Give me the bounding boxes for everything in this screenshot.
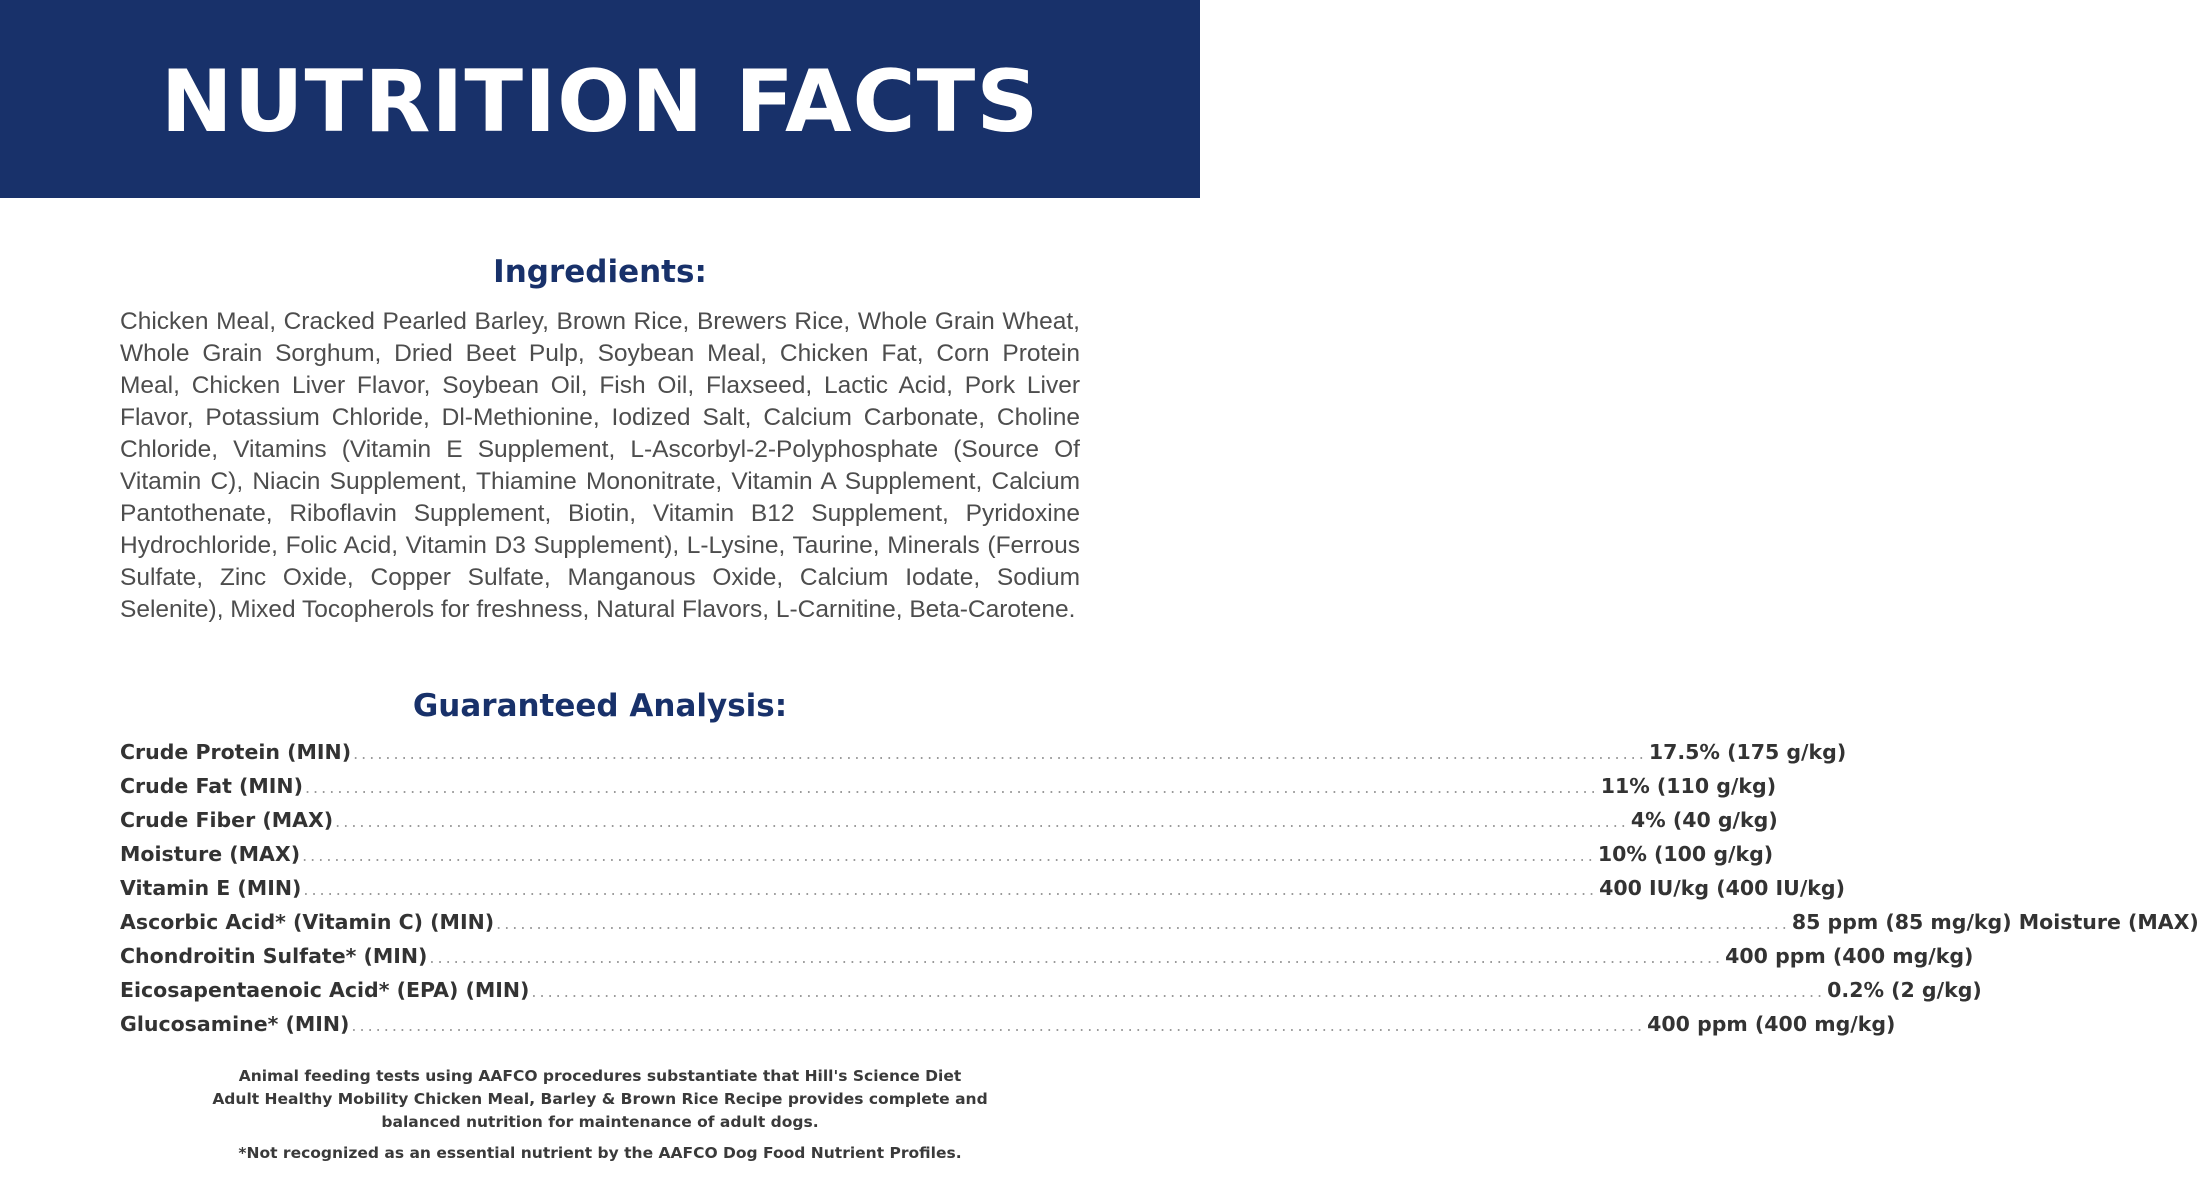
nutrient-value: 11% (110 g/kg)	[1600, 774, 1777, 798]
aafco-statement-line: balanced nutrition for maintenance of adult dogs.	[381, 1113, 819, 1131]
dot-leader: ................................................................................................................................................................	[304, 778, 1599, 797]
nutrient-label: Crude Protein (MIN)	[120, 740, 352, 764]
aafco-statement-line: Adult Healthy Mobility Chicken Meal, Barley & Brown Rice Recipe provides complete and	[212, 1090, 988, 1108]
analysis-row	[120, 944, 1974, 978]
nutrient-value: 0.2% (2 g/kg)	[1827, 978, 1982, 1002]
dot-leader: ................................................................................................................................................................	[335, 812, 1629, 831]
nutrient-label: Vitamin E (MIN)	[120, 876, 302, 900]
ingredients-list: Chicken Meal, Cracked Pearled Barley, Brown Rice, Brewers Rice, Whole Grain Wheat, Whole Grain Sorghum, Dried Beet Pulp, Soybean Meal, Chicken Fat, Corn Protein Meal, Chicken Liver Flavor, Soybean Oil, Fish Oil, Flaxseed, Lactic Acid, Pork Liver Flavor, Potassium Chloride, Dl-Methionine, Iodized Salt, Calcium Carbonate, Choline Chloride, Vitamins (Vitamin E Supplement, L-Ascorbyl-2-Polyphosphate (Source Of Vitamin C), Niacin Supplement, Thiamine Mononitrate, Vitamin A Supplement, Calcium Pantothenate, Riboflavin Supplement, Biotin, Vitamin B12 Supplement, Pyridoxine Hydrochloride, Folic Acid, Vitamin D3 Supplement), L-Lysine, Taurine, Minerals (Ferrous Sulfate, Zinc Oxide, Copper Sulfate, Manganous Oxide, Calcium Iodate, Sodium Selenite), Mixed Tocopherols for freshness, Natural Flavors, L-Carnitine, Beta-Carotene.	[120, 308, 1080, 623]
guaranteed-analysis-heading: Guaranteed Analysis:	[412, 688, 788, 724]
aafco-statement-line: Animal feeding tests using AAFCO procedures substantiate that Hill's Science Diet	[238, 1067, 962, 1085]
nutrient-label: Ascorbic Acid* (Vitamin C) (MIN)	[120, 910, 495, 934]
dot-leader: ................................................................................................................................................................	[429, 948, 1724, 967]
analysis-row	[120, 876, 1845, 910]
dot-leader: ................................................................................................................................................................	[353, 744, 1647, 763]
nutrient-label: Crude Fiber (MAX)	[120, 808, 334, 832]
analysis-row	[120, 1012, 1896, 1046]
asterisk-footnote: *Not recognized as an essential nutrient by the AAFCO Dog Food Nutrient Profiles.	[238, 1144, 962, 1162]
nutrient-value: 17.5% (175 g/kg)	[1648, 740, 1847, 764]
nutrient-value: 85 ppm (85 mg/kg) Moisture (MAX)	[1791, 910, 2199, 934]
analysis-row	[120, 978, 1982, 1012]
nutrient-label: Glucosamine* (MIN)	[120, 1012, 350, 1036]
analysis-row	[120, 774, 1777, 808]
page-title: NUTRITION FACTS	[160, 52, 1040, 152]
ingredients-heading: Ingredients:	[493, 254, 707, 290]
nutrient-value: 400 ppm (400 mg/kg)	[1647, 1012, 1896, 1036]
analysis-row	[120, 808, 1778, 842]
nutrient-value: 400 IU/kg (400 IU/kg)	[1599, 876, 1845, 900]
dot-leader: ................................................................................................................................................................	[531, 982, 1826, 1001]
analysis-row	[120, 842, 1774, 876]
analysis-row	[120, 910, 2199, 944]
nutrient-label: Moisture (MAX)	[120, 842, 301, 866]
dot-leader: ................................................................................................................................................................	[351, 1016, 1646, 1035]
dot-leader: ................................................................................................................................................................	[303, 880, 1598, 899]
nutrient-value: 10% (100 g/kg)	[1597, 842, 1774, 866]
nutrient-label: Chondroitin Sulfate* (MIN)	[120, 944, 428, 968]
dot-leader: ................................................................................................................................................................	[302, 846, 1596, 865]
nutrient-value: 400 ppm (400 mg/kg)	[1725, 944, 1974, 968]
guaranteed-analysis-table	[120, 740, 2199, 1046]
nutrient-value: 4% (40 g/kg)	[1630, 808, 1778, 832]
nutrient-label: Eicosapentaenoic Acid* (EPA) (MIN)	[120, 978, 530, 1002]
dot-leader: ................................................................................................................................................................	[496, 914, 1790, 933]
analysis-row	[120, 740, 1847, 774]
nutrient-label: Crude Fat (MIN)	[120, 774, 303, 798]
title-banner	[0, 0, 1200, 198]
